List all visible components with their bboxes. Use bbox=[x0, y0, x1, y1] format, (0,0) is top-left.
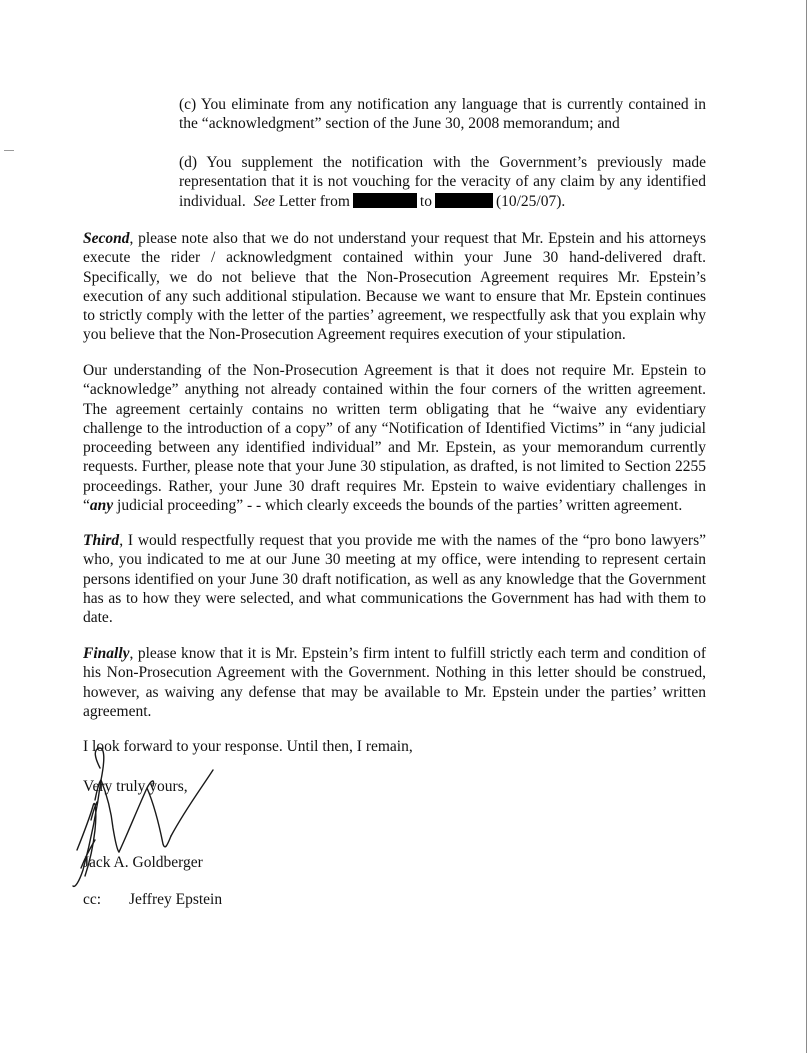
item-c-paragraph: (c) You eliminate from any notification any language that is currently contained in the “acknowledgment” section of the June 30, 2008 memorandum; and bbox=[179, 96, 706, 133]
letter-from-text: Letter from bbox=[278, 192, 350, 210]
cc-name: Jeffrey Epstein bbox=[129, 891, 223, 908]
any-emphasis: any bbox=[89, 497, 114, 515]
second-text: , please note also that we do not understand your request that Mr. Epstein and his attorneys execute the rider / acknowledgment contained within your June 30 hand-delivered draft. Specifically, we do not believe that the Non-Prosecution Agreement requires Mr. Epstein’s execution of any such additional stipulation. Because we want to ensure that Mr. Epstein continues to strictly comply with the letter of the parties’ agreement, we respectfully ask that you explain why you believe that the Non-Prosecution Agreement requires execution of your stipulation. bbox=[83, 230, 706, 344]
closing-line: I look forward to your response. Until then, I remain, bbox=[83, 738, 413, 755]
cc-line bbox=[83, 890, 222, 909]
second-lead: Second bbox=[83, 230, 130, 247]
page-edge-line bbox=[806, 0, 807, 1053]
redaction-box bbox=[353, 193, 417, 208]
item-d-paragraph bbox=[179, 153, 706, 211]
third-paragraph bbox=[83, 531, 706, 627]
second-paragraph bbox=[83, 229, 706, 345]
see-citation: See bbox=[253, 192, 275, 210]
signer-name: Jack A. Goldberger bbox=[83, 854, 203, 871]
finally-paragraph bbox=[83, 644, 706, 721]
scan-mark bbox=[4, 150, 14, 151]
understanding-text: Our understanding of the Non-Prosecution Agreement is that it does not require Mr. Epstein to “acknowledge” anything not already contained within the four corners of the written agreement. The agreement certainly contains no written term obligating that he “waive any evidentiary challenge to the introduction of a copy” of any “Notification of Identified Victims” in “any judicial proceeding between any identified individual” and Mr. Epstein, as your memorandum currently requests. Further, please note that your June 30 stipulation, as drafted, is not limited to Section 2255 proceedings. Rather, your June 30 draft requires Mr. Epstein to waive evidentiary challenges in “ bbox=[83, 362, 706, 515]
understanding-tail: judicial proceeding” - - which clearly exceeds the bounds of the parties’ written agreement. bbox=[113, 497, 683, 515]
third-text: , I would respectfully request that you provide me with the names of the “pro bono lawyers” who, you indicated to me at our June 30 meeting at my office, were intending to represent certain persons identified on your June 30 draft notification, as well as any knowledge that the Government has as to how they were selected, and what communications the Government has had with them to date. bbox=[83, 532, 706, 627]
finally-text: , please know that it is Mr. Epstein’s firm intent to fulfill strictly each term and condition of his Non-Prosecution Agreement with the Government. Nothing in this letter should be construed, however, as waiving any defense that may be available to Mr. Epstein under the parties’ written agreement. bbox=[83, 645, 706, 720]
citation-date: (10/25/07). bbox=[495, 192, 566, 210]
item-d-text: (d) You supplement the notification with the Government’s previously made representation that it is not vouching for the veracity of any claim by any identified individual. bbox=[179, 154, 706, 210]
redaction-box bbox=[435, 193, 493, 208]
to-text: to bbox=[419, 192, 432, 210]
valediction: Very truly yours, bbox=[83, 778, 188, 795]
understanding-paragraph bbox=[83, 361, 706, 515]
cc-label: cc: bbox=[83, 891, 102, 908]
finally-lead: Finally bbox=[83, 645, 130, 662]
third-lead: Third bbox=[83, 532, 120, 549]
